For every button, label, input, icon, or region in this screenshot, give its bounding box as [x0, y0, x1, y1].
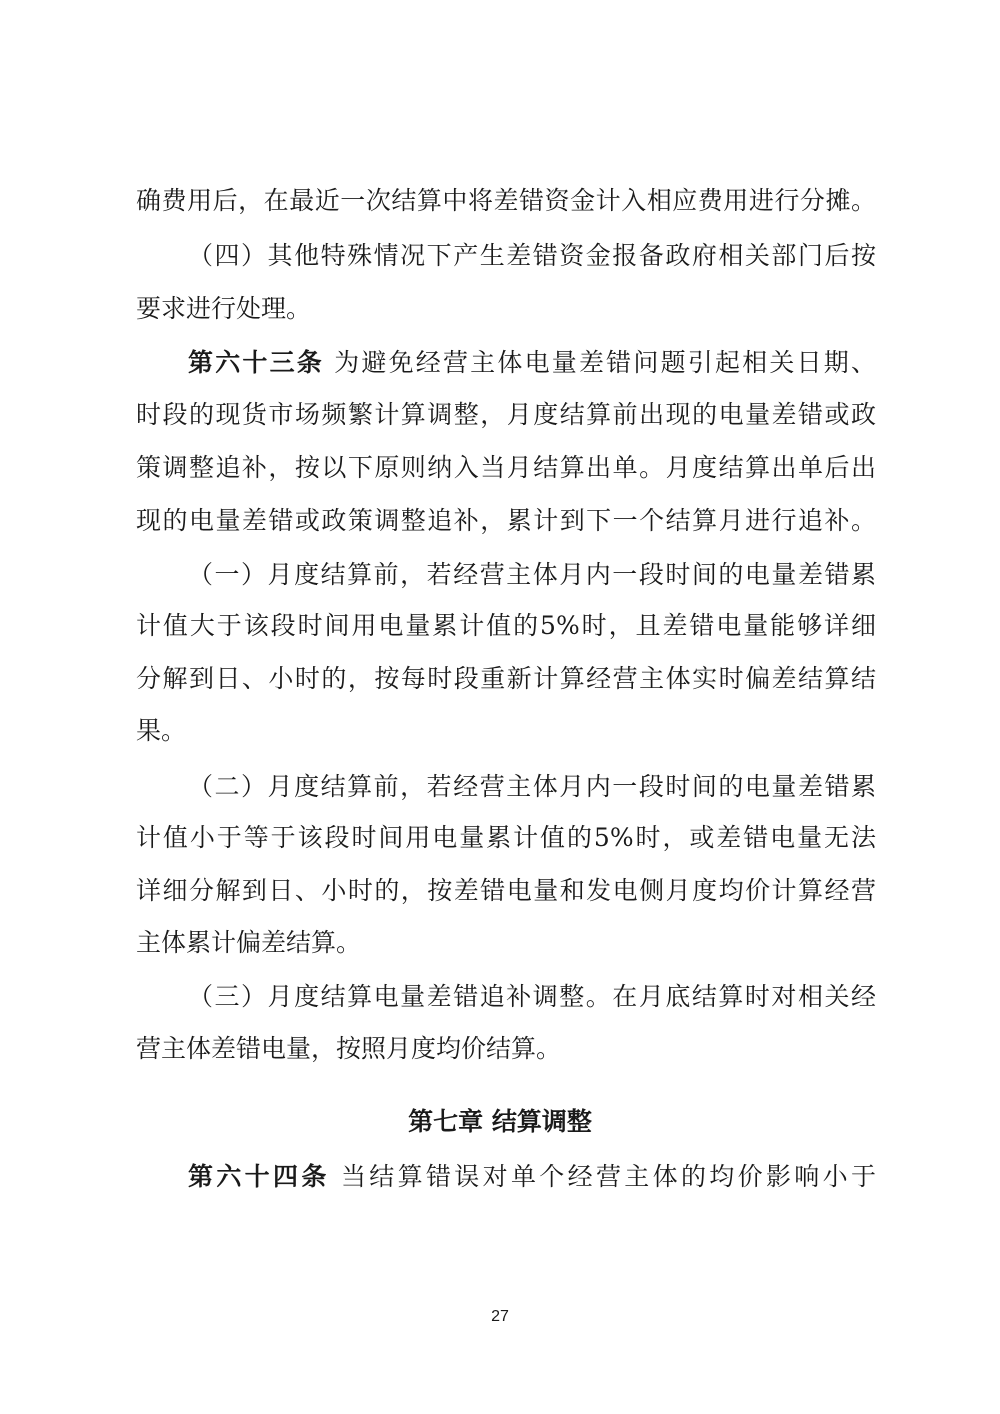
page-number: 27	[491, 1308, 509, 1325]
paragraph-line: 确费用后，在最近一次结算中将差错资金计入相应费用进行分摊。	[136, 186, 876, 215]
paragraph-line: 策调整追补，按以下原则纳入当月结算出单。月度结算出单后出	[136, 453, 876, 482]
article-63-label: 第六十三条	[188, 348, 325, 377]
paragraph-line: （三）月度结算电量差错追补调整。在月底结算时对相关经	[188, 982, 876, 1011]
paragraph-line: 计值大于该段时间用电量累计值的5%时，且差错电量能够详细	[136, 611, 876, 640]
paragraph-line: （四）其他特殊情况下产生差错资金报备政府相关部门后按	[188, 241, 876, 270]
paragraph-line: 营主体差错电量，按照月度均价结算。	[136, 1034, 562, 1063]
article-64-first-line: 第六十四条 当结算错误对单个经营主体的均价影响小于	[188, 1162, 876, 1191]
paragraph-line: （二）月度结算前，若经营主体月内一段时间的电量差错累	[188, 772, 876, 801]
paragraph-line: 要求进行处理。	[136, 294, 312, 323]
paragraph-line: 计值小于等于该段时间用电量累计值的5%时，或差错电量无法	[136, 823, 876, 852]
chapter-title: 第七章 结算调整	[408, 1107, 592, 1136]
paragraph-line: 分解到日、小时的，按每时段重新计算经营主体实时偏差结算结	[136, 664, 876, 693]
article-64-label: 第六十四条	[188, 1162, 330, 1191]
paragraph-line: 详细分解到日、小时的，按差错电量和发电侧月度均价计算经营	[136, 876, 876, 905]
article-63-first-line: 第六十三条 为避免经营主体电量差错问题引起相关日期、	[188, 348, 876, 377]
paragraph-line: （一）月度结算前，若经营主体月内一段时间的电量差错累	[188, 560, 876, 589]
paragraph-line: 果。	[136, 716, 187, 745]
paragraph-line: 主体累计偏差结算。	[136, 928, 362, 957]
paragraph-line: 时段的现货市场频繁计算调整，月度结算前出现的电量差错或政	[136, 400, 876, 429]
paragraph-line: 现的电量差错或政策调整追补，累计到下一个结算月进行追补。	[136, 506, 876, 535]
